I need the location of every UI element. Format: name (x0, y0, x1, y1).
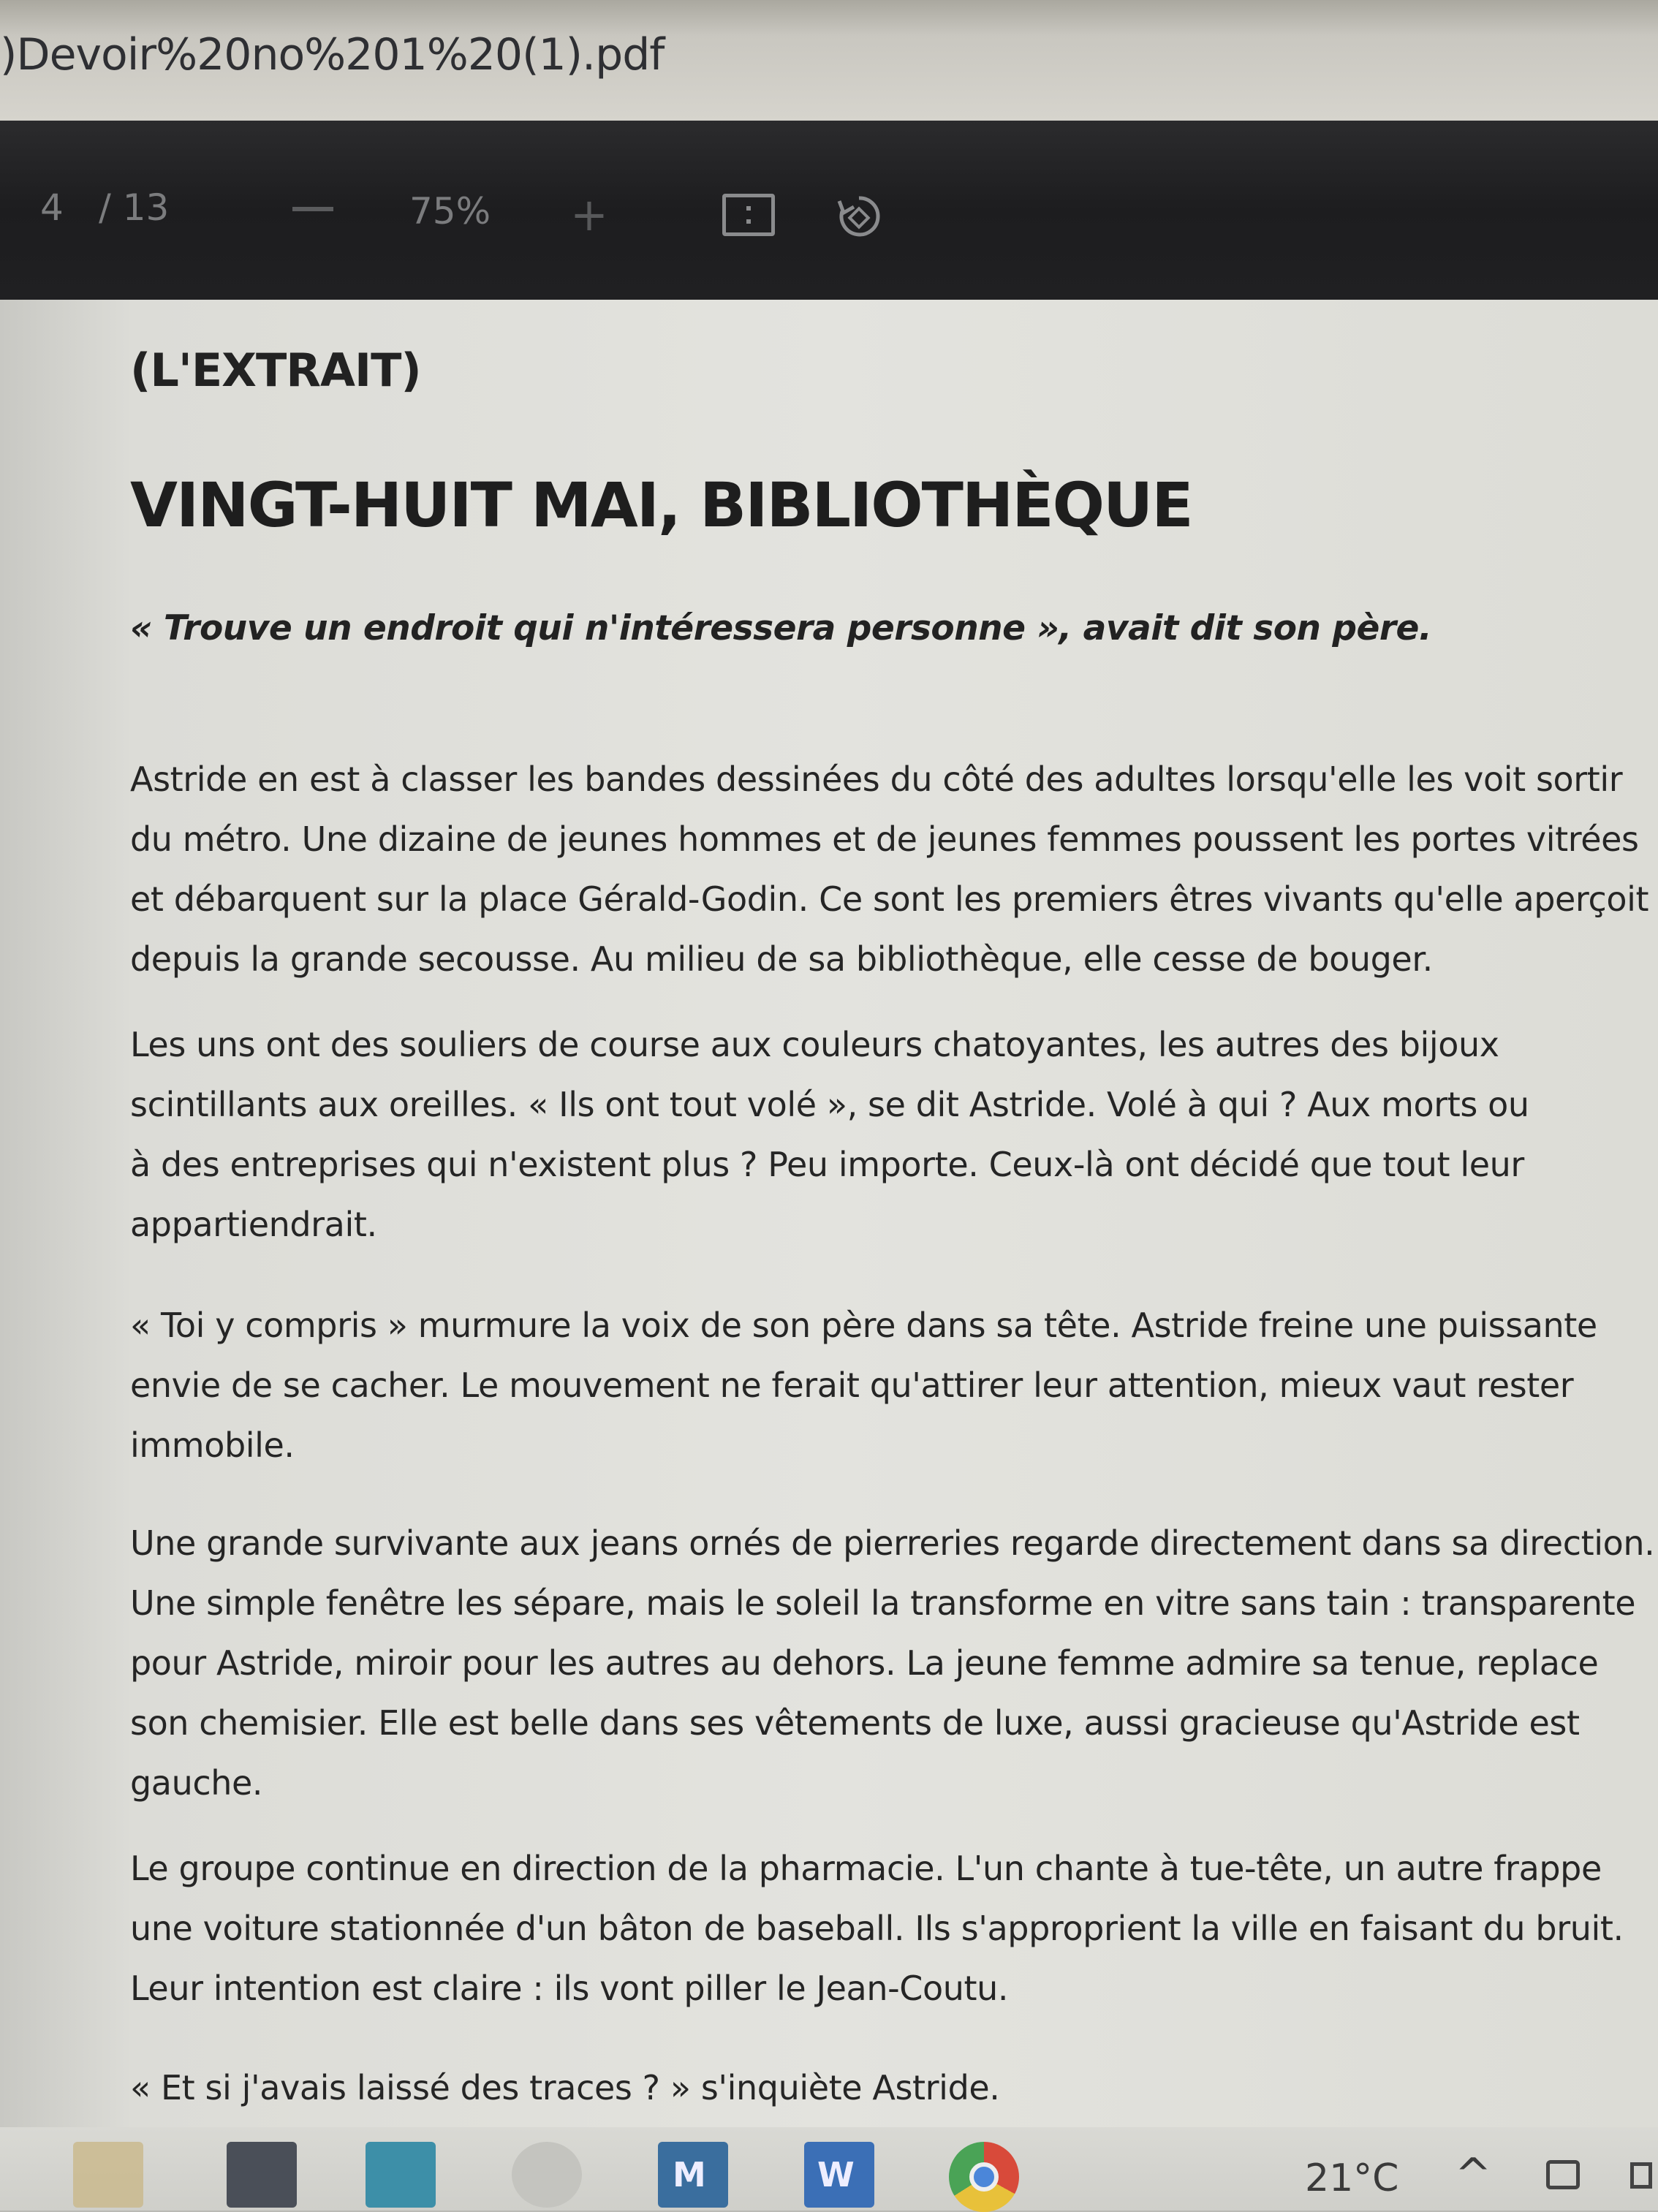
app-icon[interactable] (658, 2142, 728, 2208)
section-label: (L'EXTRAIT) (130, 344, 421, 397)
paragraph-2 (130, 1015, 1529, 1254)
weather-temperature[interactable]: 21°C (1305, 2156, 1399, 2200)
text-line: pour Astride, miroir pour les autres au dehors. La jeune femme admire sa tenue, replace (130, 1643, 1599, 1683)
plus-icon[interactable]: + (570, 188, 608, 241)
window-title: )Devoir%20no%201%20(1).pdf (0, 29, 665, 80)
text-line: Le groupe continue en direction de la pharmacie. L'un chante à tue-tête, un autre frappe (130, 1849, 1602, 1888)
text-line: Astride en est à classer les bandes dessinées du côté des adultes lorsqu'elle les voit sortir (130, 760, 1623, 799)
page-number-input[interactable]: 4 (40, 186, 64, 229)
word-icon[interactable] (804, 2142, 874, 2208)
store-icon[interactable] (227, 2142, 297, 2208)
rotate-icon[interactable] (833, 191, 885, 242)
text-line: immobile. (130, 1425, 295, 1465)
paragraph-5 (130, 1838, 1624, 2018)
text-line: Une grande survivante aux jeans ornés de pierreries regarde directement dans sa direction. (130, 1523, 1655, 1563)
mail-icon[interactable] (366, 2142, 436, 2208)
pdf-page[interactable] (0, 300, 1658, 2127)
music-icon[interactable] (512, 2142, 582, 2208)
word-icon-label: W (817, 2155, 855, 2194)
paragraph-6 (130, 2058, 1000, 2118)
paragraph-3 (130, 1295, 1597, 1475)
file-explorer-icon[interactable] (73, 2142, 143, 2208)
chapter-heading: VINGT-HUIT MAI, BIBLIOTHÈQUE (130, 469, 1192, 541)
window-title-bar (0, 0, 1658, 121)
text-line: « Toi y compris » murmure la voix de son père dans sa tête. Astride freine une puissante (130, 1306, 1597, 1345)
page-content (130, 344, 1658, 2107)
text-line: une voiture stationnée d'un bâton de baseball. Ils s'approprient la ville en faisant du bruit. (130, 1909, 1624, 1948)
page-total: / 13 (99, 186, 170, 229)
notification-icon[interactable] (1630, 2162, 1652, 2189)
camera-icon[interactable] (1546, 2160, 1580, 2189)
text-line: scintillants aux oreilles. « Ils ont tout volé », se dit Astride. Volé à qui ? Aux morts ou (130, 1085, 1529, 1124)
chrome-icon[interactable] (949, 2142, 1019, 2212)
text-line: gauche. (130, 1763, 263, 1803)
text-line: Leur intention est claire : ils vont piller le Jean-Coutu. (130, 1969, 1009, 2008)
text-line: du métro. Une dizaine de jeunes hommes et de jeunes femmes poussent les portes vitrées (130, 819, 1639, 859)
zoom-level[interactable]: 75% (409, 190, 491, 232)
epigraph: « Trouve un endroit qui n'intéressera personne », avait dit son père. (130, 608, 1432, 648)
text-line: à des entreprises qui n'existent plus ? Peu importe. Ceux-là ont décidé que tout leur (130, 1145, 1524, 1184)
text-line: Les uns ont des souliers de course aux couleurs chatoyantes, les autres des bijoux (130, 1025, 1499, 1064)
minus-icon[interactable] (292, 207, 333, 211)
taskbar (0, 2127, 1658, 2211)
text-line: Une simple fenêtre les sépare, mais le soleil la transforme en vitre sans tain : transparente (130, 1583, 1636, 1623)
text-line: « Et si j'avais laissé des traces ? » s'inquiète Astride. (130, 2068, 1000, 2107)
text-line: et débarquent sur la place Gérald-Godin. Ce sont les premiers êtres vivants qu'elle aperçoit (130, 879, 1649, 919)
paragraph-1 (130, 749, 1648, 989)
pdf-toolbar (0, 121, 1658, 300)
text-line: appartiendrait. (130, 1205, 377, 1244)
app-icon-label: M (673, 2155, 706, 2194)
paragraph-4 (130, 1513, 1654, 1813)
fit-page-icon[interactable] (722, 194, 775, 236)
text-line: envie de se cacher. Le mouvement ne ferait qu'attirer leur attention, mieux vaut rester (130, 1366, 1574, 1405)
text-line: son chemisier. Elle est belle dans ses vêtements de luxe, aussi gracieuse qu'Astride est (130, 1703, 1580, 1743)
chevron-up-icon[interactable]: ^ (1455, 2149, 1492, 2200)
text-line: depuis la grande secousse. Au milieu de sa bibliothèque, elle cesse de bouger. (130, 939, 1433, 979)
